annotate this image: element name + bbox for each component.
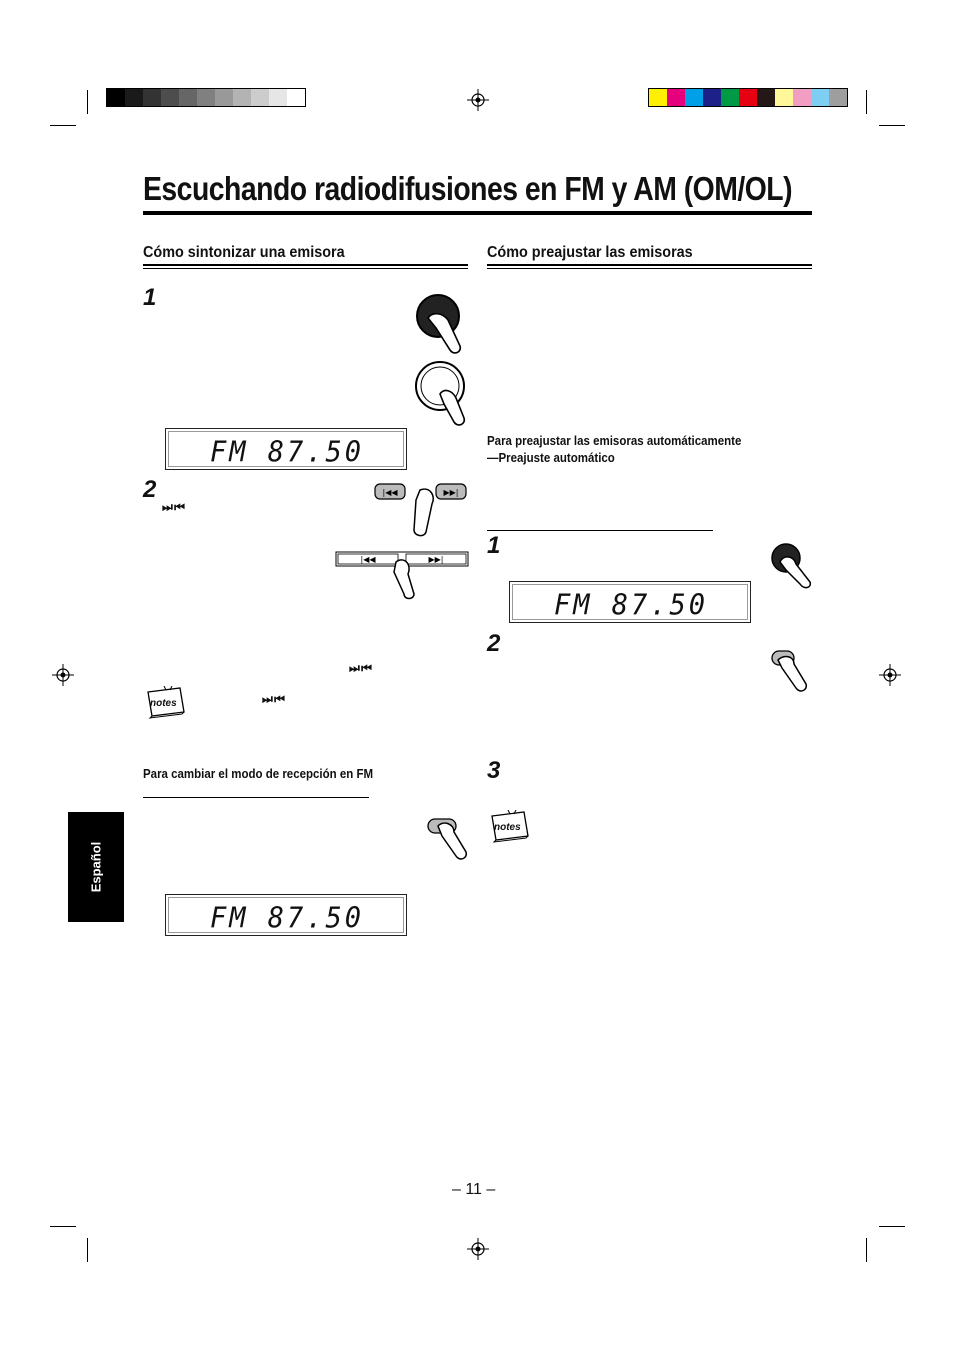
page-number: – 11 – (452, 1181, 496, 1198)
svg-text:|◀◀: |◀◀ (360, 555, 376, 564)
tuning-dial-finger-icon (410, 358, 474, 430)
page-title: Escuchando radiodifusiones en FM y AM (OM/OL) (143, 170, 793, 207)
section-rule (487, 530, 713, 531)
color-swatch (667, 89, 685, 106)
press-button-finger-icon (768, 540, 818, 590)
press-button-finger-icon (408, 290, 472, 358)
fm-frequency-display (165, 894, 407, 936)
section-rule (143, 264, 468, 266)
auto-preset-heading-line2: —Preajuste automático (487, 451, 615, 465)
svg-text:▶▶|: ▶▶| (428, 555, 444, 564)
color-swatch (107, 89, 125, 106)
skip-symbols: ⏭ ⏮ (162, 500, 184, 514)
remote-skip-finger-icon (334, 548, 470, 600)
color-swatch (757, 89, 775, 106)
display-readout: FM 87.50 (554, 589, 709, 622)
color-swatch (685, 89, 703, 106)
color-swatch (233, 89, 251, 106)
color-swatch (829, 89, 847, 106)
crop-mark (879, 125, 905, 126)
crop-mark (50, 125, 76, 126)
color-swatch (269, 89, 287, 106)
fm-frequency-display (509, 581, 751, 623)
crop-mark (87, 90, 88, 114)
color-swatch (215, 89, 233, 106)
color-swatch (143, 89, 161, 106)
auto-preset-heading (487, 433, 741, 467)
auto-preset-heading-line1: Para preajustar las emisoras automáticamente (487, 434, 742, 448)
crop-mark (866, 1238, 867, 1262)
notes-label: notes (150, 698, 177, 709)
inline-skip-symbols: ⏭ ⏮ (349, 661, 371, 675)
color-swatch (721, 89, 739, 106)
fm-frequency-display (165, 428, 407, 470)
color-swatch (649, 89, 667, 106)
color-swatch (179, 89, 197, 106)
crop-mark (879, 1226, 905, 1227)
notes-label: notes (494, 822, 521, 833)
section-rule (487, 264, 812, 266)
skip-buttons-finger-icon (372, 480, 470, 540)
section-rule (487, 268, 812, 269)
color-swatch (793, 89, 811, 106)
registration-mark-icon (879, 664, 901, 686)
section-heading-tune-station: Cómo sintonizar una emisora (143, 244, 345, 261)
language-tab-label: Español (88, 841, 104, 893)
language-tab (68, 812, 124, 922)
section-rule (143, 268, 468, 269)
svg-text:|◀◀: |◀◀ (382, 488, 398, 497)
crop-mark (866, 90, 867, 114)
fm-mode-heading: Para cambiar el modo de recepción en FM (143, 767, 374, 781)
color-swatch (739, 89, 757, 106)
registration-mark-icon (467, 1238, 489, 1260)
notes-skip-symbols: ⏭ ⏮ (262, 692, 284, 706)
color-swatch (287, 89, 305, 106)
step-number: 1 (487, 532, 501, 559)
step-number: 1 (143, 284, 157, 311)
grayscale-calibration-bar (106, 88, 306, 107)
registration-mark-icon (52, 664, 74, 686)
color-swatch (197, 89, 215, 106)
registration-mark-icon (467, 89, 489, 111)
preset-button-finger-icon (766, 646, 816, 694)
color-swatch (161, 89, 179, 106)
color-swatch (251, 89, 269, 106)
crop-mark (87, 1238, 88, 1262)
display-readout: FM 87.50 (210, 436, 365, 469)
color-swatch (703, 89, 721, 106)
step-number: 2 (487, 630, 501, 657)
crop-mark (50, 1226, 76, 1227)
title-underline (143, 211, 812, 215)
section-rule (143, 797, 369, 798)
fm-mode-button-finger-icon (424, 814, 474, 862)
color-swatch (811, 89, 829, 106)
color-swatch (125, 89, 143, 106)
display-readout: FM 87.50 (210, 902, 365, 935)
step-number: 2 (143, 476, 157, 503)
color-calibration-bar (648, 88, 848, 107)
step-number: 3 (487, 757, 501, 784)
svg-text:▶▶|: ▶▶| (443, 488, 459, 497)
section-heading-preset-stations: Cómo preajustar las emisoras (487, 244, 693, 261)
color-swatch (775, 89, 793, 106)
